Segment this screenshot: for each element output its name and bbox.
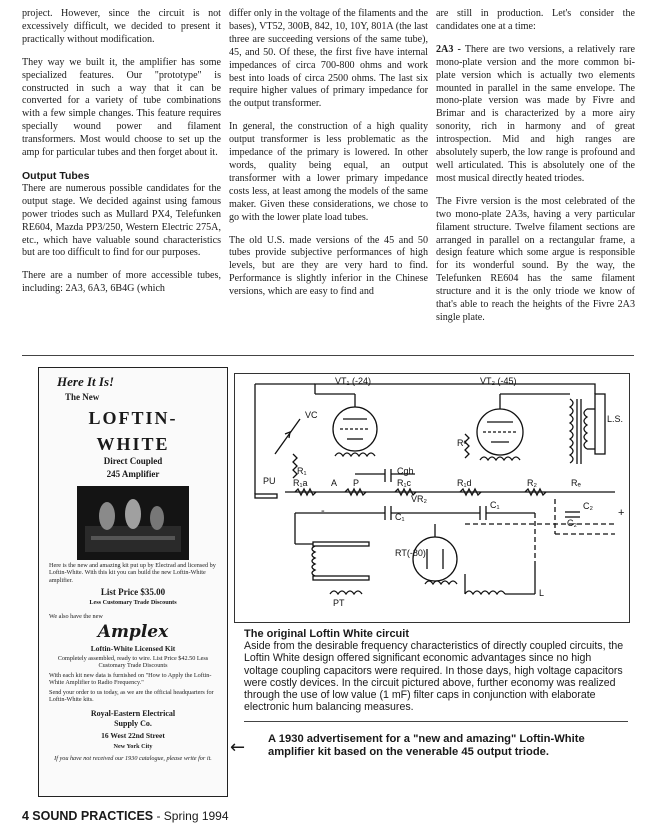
label-c2-b: C₂ bbox=[583, 501, 593, 511]
label-r1d: R₁d bbox=[457, 478, 472, 488]
paragraph: The Fivre version is the most celebrated of the two mono-plate 2A3s, having a very particular filament structure. Twelve filament sections are arranged in parallel on a rectangular frame, a design feature which some argue is responsible for its wonderful sound. By the way, the Telefunken RE604 has the same filament structure and it is the only triode we know of that's able to reach the heights of the Fivre 2A3 single plate. bbox=[436, 195, 635, 323]
label-vr: VR₂ bbox=[411, 494, 427, 504]
paragraph bbox=[436, 44, 635, 186]
label-cgh: Cgh bbox=[397, 466, 414, 476]
paragraph: There are a number of more accessible tubes, including: 2A3, 6A3, 6B4G (which bbox=[22, 270, 221, 295]
circuit-caption bbox=[244, 628, 628, 713]
ad-note: If you have not received our 1930 catalogue, please write for it. bbox=[54, 754, 212, 762]
schematic bbox=[235, 374, 629, 622]
ad-brand-line-2: WHITE bbox=[96, 434, 170, 454]
label-r1a: R₁a bbox=[293, 478, 308, 488]
issue-date: - Spring 1994 bbox=[153, 809, 229, 823]
magazine-title: SOUND PRACTICES bbox=[32, 809, 154, 823]
label-minus: - bbox=[321, 505, 325, 517]
ad-price: List Price $35.00 bbox=[100, 587, 166, 598]
ad-kit-name: Loftin-White Licensed Kit bbox=[90, 644, 176, 654]
ad-company-1: Royal-Eastern Electrical bbox=[90, 709, 176, 719]
ad-kit-desc: Completely assembled, ready to wire. List Price $42.50 Less Customary Trade Discounts bbox=[57, 655, 209, 670]
label-rc: Rᶜ bbox=[457, 438, 467, 448]
advertisement bbox=[38, 367, 228, 797]
paragraph: project. However, since the circuit is not excessively difficult, we decided to present it practically without modification. bbox=[22, 8, 221, 45]
caption-title: The original Loftin White circuit bbox=[244, 628, 409, 640]
ad-order: Send your order to us today, as we are the official headquarters for Loftin-White kits. bbox=[49, 688, 214, 704]
ad-caption: A 1930 advertisement for a "new and amazing" Loftin-White amplifier kit based on the venerable 45 output triode. bbox=[268, 733, 585, 758]
lead-term: 2A3 - bbox=[436, 43, 461, 55]
paragraph: They way we built it, the amplifier has some specialized features. Our "prototype" is constructed in such a way that it can be converted for a variety of tube combinations with a few simple changes. This feature requires specially wound power and filament transformers. Most would choose to set up the amp for particular tubes and then forget about it. bbox=[22, 56, 221, 159]
caption-divider bbox=[244, 721, 628, 722]
paragraph: are still in production. Let's consider the candidates one at a time: bbox=[436, 8, 635, 32]
label-pu: PU bbox=[263, 476, 276, 486]
page-footer bbox=[22, 809, 229, 823]
page-number: 4 bbox=[22, 809, 29, 823]
ad-subtitle-1: Direct Coupled bbox=[103, 456, 163, 466]
label-a: A bbox=[331, 478, 338, 488]
label-vt2: VT₂ (-45) bbox=[480, 376, 517, 386]
ad-description: Here is the new and amazing kit put up by Electrad and licensed by Loftin-White. With this kit you can build the new Loftin-White amplifier. bbox=[49, 562, 216, 584]
ad-the-new: The New bbox=[65, 392, 100, 402]
label-c2: C₂ bbox=[567, 518, 577, 528]
text-column-1 bbox=[22, 8, 221, 306]
paragraph: In general, the construction of a high quality output transformer is less problematic as the impedance of the primary is lowered. In other words, quality being equal, an output transformer with a lower primary impedance costs less, at least among the models of the same maker. Given these considerations, we chose to go with the lower plate load tubes. bbox=[229, 121, 428, 223]
label-rt: RT(-80) bbox=[395, 548, 426, 558]
label-r1: R₁ bbox=[297, 466, 307, 476]
label-ls: L.S. bbox=[607, 414, 624, 424]
ad-subtitle-2: 245 Amplifier bbox=[106, 469, 160, 479]
ad-headline: Here It Is! bbox=[57, 374, 115, 389]
label-c1-b: C₁ bbox=[490, 500, 500, 510]
paragraph: The old U.S. made versions of the 45 and 50 tubes provide subjective performances of high levels, but are they are very hard to find. Performance is slightly inferior in the Chinese versions, which are easy to find and bbox=[229, 234, 428, 298]
label-r1c: R₁c bbox=[397, 478, 412, 488]
label-l: L bbox=[539, 588, 545, 598]
paragraph: There are numerous possible candidates for the output stage. We decided against using famous power triodes such as Mullard PX4, Telefunken RE604, Mazda PP3/250, Western Electric 275A, etc., which have valuable sound characteristics but are too difficult to find for our purposes. bbox=[22, 182, 221, 259]
label-re: Rₑ bbox=[571, 478, 581, 488]
ad-company-2: Supply Co. bbox=[114, 719, 152, 729]
section-divider bbox=[22, 355, 634, 356]
paragraph: differ only in the voltage of the filaments and the bases), VT52, 300B, 842, 10, 10Y, 801A (the last three are succeeding versions of the same tube), 45, and 50. Of these, the first five have internal impedances of circa 700-800 ohms and work best into loads of circa 2500 ohms. The last six require higher values of primary impedance for the output transformer. bbox=[229, 8, 428, 110]
label-plus: + bbox=[618, 507, 625, 519]
ad-data-note: With each kit new data is furnished on "How to Apply the Loftin-White Amplifier to Radio Frequency." bbox=[49, 671, 212, 687]
ad-discount: Less Customary Trade Discounts bbox=[89, 599, 177, 607]
ad-address: 16 West 22nd Street bbox=[101, 731, 165, 741]
amplifier-image bbox=[77, 486, 189, 560]
circuit-diagram bbox=[234, 373, 630, 623]
label-r2: R₂ bbox=[527, 478, 537, 488]
amplifier-photo bbox=[77, 486, 189, 560]
ad-also: We also have the new bbox=[49, 612, 103, 620]
amplex-logo: Amplex bbox=[97, 622, 169, 643]
ad-brand-line-1: LOFTIN- bbox=[88, 408, 178, 428]
text-column-3 bbox=[436, 8, 635, 335]
label-pt: PT bbox=[333, 598, 345, 608]
section-heading: Output Tubes bbox=[22, 169, 90, 182]
label-p: P bbox=[353, 478, 360, 488]
paragraph-text: There are two versions, a relatively rare mono-plate version and the more common bi-plate version which is actually two elements mounted in parallel in the same envelope. The mono-plate version was made by Fivre and Brimar and is characterized by a more airy sonority, rich in harmony and of great introspection. Mid and high ranges are absolutely superb, the low range is profound and well articulated. This is absolutely one of the most musical directly heated triodes. bbox=[436, 43, 635, 184]
text-column-2 bbox=[229, 8, 428, 309]
caption-body: Aside from the desirable frequency characteristics of directly coupled circuits, the Loftin White design offered significant economic advantages since no high voltage coupling capacitors were required. In those days, high voltage capacitors were costly devices. In the circuit pictured above, further economy was realized through the use of low value (1 mF) filter caps in conjunction with elaborate electronic hum balancing measures. bbox=[244, 640, 624, 714]
label-vt1: VT₁ (-24) bbox=[335, 376, 372, 386]
left-arrow-icon: ← bbox=[230, 737, 246, 758]
ad-city: New York City bbox=[113, 743, 153, 751]
label-c1: C₁ bbox=[395, 512, 405, 522]
label-vc: VC bbox=[305, 410, 318, 420]
